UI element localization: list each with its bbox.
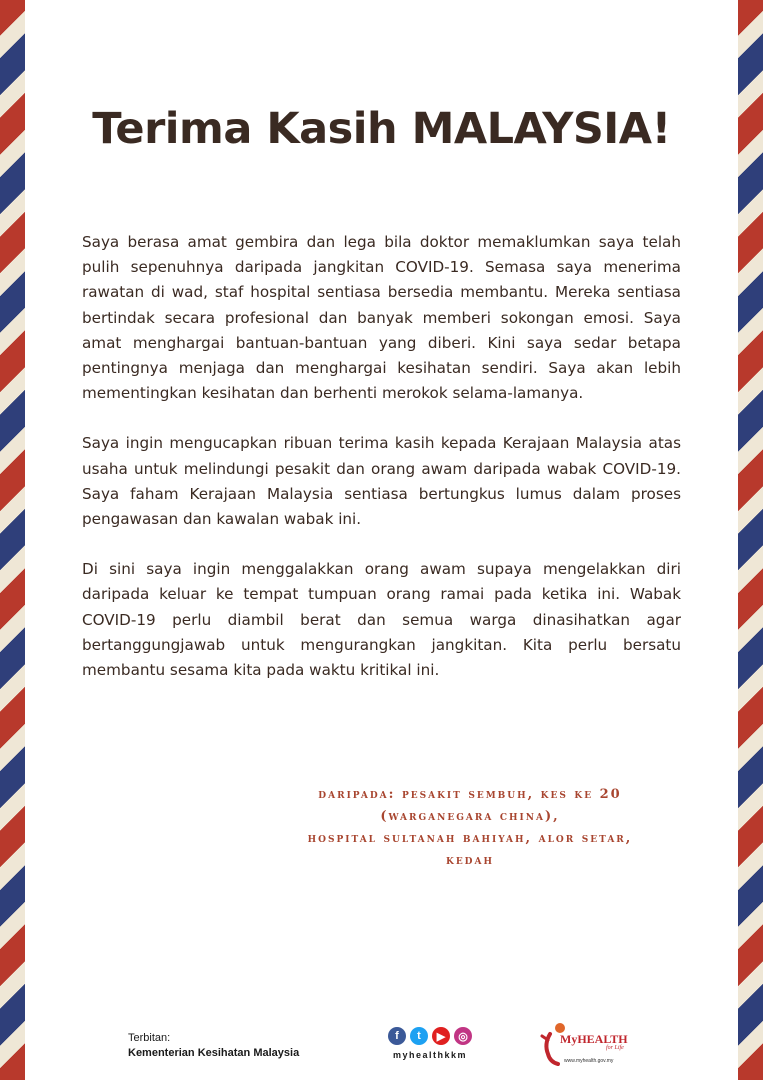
social-block	[380, 1027, 480, 1060]
letter-body	[82, 230, 681, 683]
publisher-name: Kementerian Kesihatan Malaysia	[128, 1047, 300, 1059]
social-handle: myhealthkkm	[392, 1050, 468, 1060]
paragraph-1: Saya berasa amat gembira dan lega bila doktor memaklumkan saya telah pulih sepenuhnya daripada jangkitan COVID-19. Semasa saya menerima rawatan di wad, staf hospital sentiasa bersedia membantu. Mereka sentiasa bertindak secara profesional dan banyak memberi sokongan emosi. Saya amat menghargai bantuan-bantuan yang diberi. Kini saya sedar betapa pentingnya menjaga dan menghargai kesihatan sendiri. Saya akan lebih mementingkan kesihatan dan berhenti merokok selama-lamanya.	[82, 233, 681, 403]
logo-url: www.myhealth.gov.my	[564, 1058, 614, 1064]
publisher-block	[128, 1031, 299, 1061]
signature-line-3: hospital sultanah bahiyah, alor setar,	[307, 831, 633, 846]
logo-tagline: for Life	[606, 1045, 624, 1051]
myhealth-logo	[540, 1018, 650, 1070]
twitter-icon[interactable]: t	[410, 1027, 428, 1045]
instagram-icon[interactable]: ◎	[454, 1027, 472, 1045]
airmail-border-left	[0, 0, 25, 1080]
airmail-border-right	[738, 0, 763, 1080]
logo-text: MyHEALTH	[560, 1032, 628, 1046]
signature-line-1: daripada: pesakit sembuh, kes ke 20	[318, 787, 622, 802]
signature-line-4: kedah	[446, 853, 494, 868]
signature-line-2: (warganegara china),	[380, 809, 560, 824]
facebook-icon[interactable]: f	[388, 1027, 406, 1045]
signature-block	[240, 784, 700, 872]
paragraph-3: Di sini saya ingin menggalakkan orang awam supaya mengelakkan diri daripada keluar ke tempat tumpuan orang ramai pada ketika ini. Wabak COVID-19 perlu diambil berat dan semua warga dinasihatkan agar bertanggungjawab untuk mengurangkan jangkitan. Kita perlu bersatu membantu sesama kita pada waktu kritikal ini.	[82, 560, 681, 680]
paragraph-2: Saya ingin mengucapkan ribuan terima kasih kepada Kerajaan Malaysia atas usaha untuk melindungi pesakit dan orang awam daripada wabak COVID-19. Saya faham Kerajaan Malaysia sentiasa bertungkus lumus dalam proses pengawasan dan kawalan wabak ini.	[82, 434, 681, 529]
publisher-label: Terbitan:	[128, 1032, 171, 1044]
youtube-icon[interactable]: ▶	[432, 1027, 450, 1045]
page-title: Terima Kasih MALAYSIA!	[92, 104, 671, 154]
